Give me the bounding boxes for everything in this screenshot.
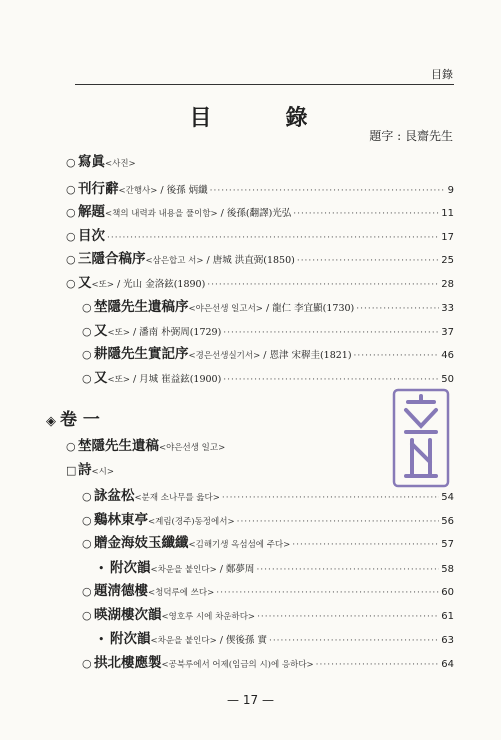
dot-leader xyxy=(316,660,440,670)
entry-separator: / xyxy=(219,635,223,646)
entry-separator: / xyxy=(220,208,224,219)
entry-title: 三隱合稿序 xyxy=(78,251,146,267)
bullet-mark: ○ xyxy=(82,585,92,598)
bullet-mark: ○ xyxy=(82,537,92,550)
entry-page-number: 60 xyxy=(441,587,454,598)
dot-leader xyxy=(207,280,439,290)
entry-title: 耕隱先生實記序 xyxy=(94,346,189,362)
entry-korean-gloss: <차운을 붙인다> xyxy=(150,565,217,575)
entry-korean-gloss: <차운을 붙인다> xyxy=(150,636,217,646)
diamond-icon: ◈ xyxy=(46,414,56,429)
dot-leader xyxy=(256,565,439,575)
toc-entry xyxy=(82,651,454,669)
entry-korean-gloss: <김해기생 옥섬섬에 주다> xyxy=(188,540,291,550)
dot-leader xyxy=(210,186,446,196)
toc-entry xyxy=(82,531,454,549)
entry-page-number: 28 xyxy=(441,279,454,290)
bullet-mark: ○ xyxy=(82,301,92,314)
entry-author: 龍仁 李宜顯(1730) xyxy=(272,303,355,314)
entry-title: 又 xyxy=(78,275,92,291)
entry-korean-gloss: <시> xyxy=(91,467,114,477)
entry-author: 偰後孫 實 xyxy=(225,635,267,646)
dot-leader xyxy=(293,209,439,219)
bullet-mark: ○ xyxy=(66,156,76,169)
entry-title: 暎湖樓次韻 xyxy=(94,607,162,623)
entry-author: 後孫(翻譯)光弘 xyxy=(226,208,292,219)
entry-page-number: 56 xyxy=(441,516,454,527)
entry-separator: / xyxy=(132,374,137,385)
entry-title: 解題 xyxy=(78,204,105,220)
dot-leader xyxy=(223,328,439,338)
dot-leader xyxy=(354,351,440,361)
entry-korean-gloss: <청덕루에 쓰다> xyxy=(148,588,215,598)
dot-leader xyxy=(269,636,439,646)
entry-separator: / xyxy=(132,327,137,338)
dot-leader xyxy=(237,517,440,527)
entry-title: 鷄林東亭 xyxy=(94,512,148,528)
entry-korean-gloss: <간행사> xyxy=(118,186,158,196)
bullet-mark: ○ xyxy=(82,348,92,361)
dot-leader xyxy=(257,612,439,622)
entry-title: 寫眞 xyxy=(78,154,105,170)
entry-korean-gloss: <사진> xyxy=(105,159,136,169)
toc-entry xyxy=(82,579,454,597)
entry-author: 潘南 朴弼周(1729) xyxy=(139,327,222,338)
entry-page-number: 46 xyxy=(441,350,454,361)
toc-entry xyxy=(82,342,454,360)
toc-entry xyxy=(66,150,454,168)
entry-korean-gloss: <분재 소나무를 읊다> xyxy=(134,493,220,503)
entry-korean-gloss: <또> xyxy=(91,280,114,290)
entry-author: 鄭夢周 xyxy=(225,564,255,575)
entry-author: 光山 金洛鉉(1890) xyxy=(123,279,206,290)
entry-title: 目次 xyxy=(78,228,105,244)
bullet-mark: ○ xyxy=(82,657,92,670)
running-header: 目錄 xyxy=(431,68,453,81)
entry-title: 詩 xyxy=(78,462,92,478)
toc-entry xyxy=(82,508,454,526)
entry-title: 拱北樓應製 xyxy=(94,655,162,671)
entry-page-number: 17 xyxy=(441,232,454,243)
entry-author: 月城 崔益鉉(1900) xyxy=(139,374,222,385)
bullet-mark: ○ xyxy=(82,372,92,385)
entry-author: 恩津 宋稺圭(1821) xyxy=(269,350,352,361)
dot-leader xyxy=(292,540,439,550)
entry-korean-gloss: <공북루에서 어제(임금의 시)에 응하다> xyxy=(161,660,314,670)
dot-leader xyxy=(216,588,439,598)
entry-title: 又 xyxy=(94,370,108,386)
calligraphy-credit: 題字 : 艮齋先生 xyxy=(369,129,453,143)
entry-title: 又 xyxy=(94,323,108,339)
entry-page-number: 11 xyxy=(441,208,454,219)
entry-page-number: 61 xyxy=(441,611,454,622)
bullet-mark: ○ xyxy=(66,277,76,290)
seal-stamp xyxy=(386,382,456,494)
page-title: 目 錄 xyxy=(189,105,334,131)
bullet-mark: ○ xyxy=(82,325,92,338)
entry-author: 後孫 炳纖 xyxy=(166,185,208,196)
entry-korean-gloss: <삼은합고 서> xyxy=(145,256,204,266)
entry-page-number: 33 xyxy=(441,303,454,314)
bullet-mark: ○ xyxy=(82,609,92,622)
entry-korean-gloss: <계림(경주)동정에서> xyxy=(148,517,235,527)
entry-korean-gloss: <야은선생 일고> xyxy=(159,443,226,453)
bullet-mark: ○ xyxy=(66,253,76,266)
toc-entry xyxy=(82,603,454,621)
toc-entry xyxy=(66,200,454,218)
entry-title: 附次韻 xyxy=(110,631,151,647)
entry-title: 刊行辭 xyxy=(78,181,119,197)
bullet-mark: ○ xyxy=(66,230,76,243)
entry-title: 埜隱先生遺稿序 xyxy=(94,299,189,315)
entry-korean-gloss: <영호루 시에 차운하다> xyxy=(161,612,256,622)
entry-title: 埜隱先生遺稿 xyxy=(78,438,159,454)
bullet-mark: ○ xyxy=(82,490,92,503)
entry-title: 附次韻 xyxy=(110,560,151,576)
entry-page-number: 25 xyxy=(441,255,454,266)
header-rule xyxy=(75,84,454,85)
entry-separator: / xyxy=(265,303,270,314)
bullet-mark: ○ xyxy=(66,183,76,196)
toc-entry xyxy=(66,224,454,242)
toc-entry xyxy=(66,271,454,289)
entry-page-number: 54 xyxy=(441,492,454,503)
entry-page-number: 37 xyxy=(441,327,454,338)
entry-author: 唐城 洪直弼(1850) xyxy=(212,255,295,266)
dot-leader xyxy=(356,304,439,314)
entry-korean-gloss: <야은선생 일고서> xyxy=(188,304,263,314)
entry-title: 題淸德樓 xyxy=(94,583,148,599)
entry-korean-gloss: <또> xyxy=(107,375,130,385)
bullet-mark: ○ xyxy=(66,440,76,453)
entry-page-number: 9 xyxy=(447,185,454,196)
entry-separator: / xyxy=(160,185,164,196)
dot-leader xyxy=(107,233,439,243)
entry-korean-gloss: <책의 내력과 내용을 풀이함> xyxy=(105,209,218,219)
page-number: — 17 — xyxy=(227,693,274,707)
entry-separator: / xyxy=(263,350,267,361)
bullet-mark: ○ xyxy=(82,514,92,527)
toc-entry xyxy=(82,295,454,313)
entry-korean-gloss: <경은선생실기서> xyxy=(188,351,261,361)
dot-leader xyxy=(222,493,439,503)
bullet-mark: • xyxy=(98,562,105,575)
toc-entry xyxy=(66,247,454,265)
entry-page-number: 50 xyxy=(441,374,454,385)
entry-page-number: 63 xyxy=(441,635,454,646)
toc-entry xyxy=(98,556,454,574)
entry-separator: / xyxy=(116,279,121,290)
bullet-mark: • xyxy=(98,633,105,646)
entry-korean-gloss: <또> xyxy=(107,328,130,338)
entry-separator: / xyxy=(219,564,223,575)
dot-leader xyxy=(297,256,439,266)
toc-entry xyxy=(98,627,454,645)
entry-page-number: 64 xyxy=(441,659,454,670)
entry-page-number: 58 xyxy=(441,564,454,575)
entry-page-number: 57 xyxy=(441,539,454,550)
entry-title: 詠盆松 xyxy=(94,488,135,504)
toc-entry xyxy=(66,177,454,195)
entry-separator: / xyxy=(206,255,210,266)
bullet-mark: ○ xyxy=(66,206,76,219)
bullet-mark: □ xyxy=(66,464,77,477)
section-heading xyxy=(46,405,100,430)
toc-entry xyxy=(82,319,454,337)
entry-title: 贈金海妓玉纖纖 xyxy=(94,535,189,551)
section-title: 卷 一 xyxy=(60,410,100,430)
